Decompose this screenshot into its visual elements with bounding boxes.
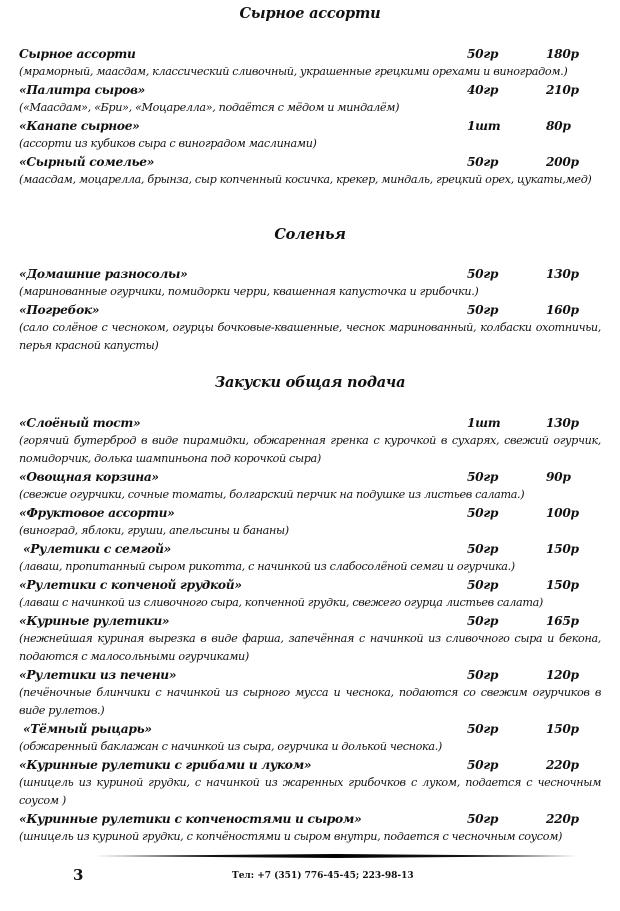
item-name: «Фруктовое ассорти» <box>19 506 175 520</box>
menu-item-row <box>19 540 601 558</box>
menu-item-row <box>19 81 601 99</box>
item-name: «Домашние разносолы» <box>19 267 188 281</box>
item-price: 180р <box>546 47 579 61</box>
item-description: (лаваш, пропитанный сыром рикотта, с начинкой из слабосолёной семги и огурчика.) <box>19 560 515 573</box>
menu-item-row <box>19 504 601 522</box>
item-weight: 1шт <box>467 119 501 133</box>
item-description: (ассорти из кубиков сыра с виноградом маслинами) <box>19 137 317 150</box>
item-price: 150р <box>546 578 579 592</box>
section-appetizers <box>19 374 601 391</box>
item-name: Сырное ассорти <box>19 47 136 61</box>
item-weight: 50гр <box>467 267 499 281</box>
item-description: (шницель из куриной грудки, с начинкой из жаренных грибочков с луком, подается с чесночным соусом ) <box>19 776 601 807</box>
item-price: 150р <box>546 722 579 736</box>
item-weight: 50гр <box>467 668 499 682</box>
item-description: (маасдам, моцарелла, брынза, сыр копченный косичка, крекер, миндаль, грецкий орех, цукаты,мед) <box>19 173 592 186</box>
item-weight: 50гр <box>467 614 499 628</box>
item-description: (нежнейшая куриная вырезка в виде фарша, запечённая с начинкой из сливочного сыра и бекона, подаются с малосольными огурчиками) <box>19 632 601 663</box>
item-price: 90р <box>546 470 571 484</box>
section-title: Закуски общая подача <box>214 374 406 391</box>
item-price: 220р <box>546 812 579 826</box>
item-price: 100р <box>546 506 579 520</box>
item-description: (мраморный, маасдам, классический сливочный, украшенные грецкими орехами и виноградом.) <box>19 65 568 78</box>
item-name: «Палитра сыров» <box>19 83 145 97</box>
item-description: («Маасдам», «Бри», «Моцарелла», подаётся с мёдом и миндалём) <box>19 101 400 114</box>
item-weight: 50гр <box>467 812 499 826</box>
menu-item-row <box>19 414 601 432</box>
item-price: 80р <box>546 119 571 133</box>
item-weight: 50гр <box>467 303 499 317</box>
section-title: Сырное ассорти <box>239 5 381 22</box>
item-name: «Канапе сырное» <box>19 119 140 133</box>
item-weight: 50гр <box>467 542 499 556</box>
item-description: (маринованные огурчики, помидорки черри, квашенная капусточка и грибочки.) <box>19 285 479 298</box>
section-title: Соленья <box>274 226 346 243</box>
item-price: 130р <box>546 416 579 430</box>
section-cheese-items <box>19 45 601 189</box>
item-description: (свежие огурчики, сочные томаты, болгарский перчик на подушке из листьев салата.) <box>19 488 525 501</box>
item-weight: 50гр <box>467 722 499 736</box>
item-name: «Погребок» <box>19 303 100 317</box>
menu-item-row <box>19 612 601 630</box>
item-description: (шницель из куриной грудки, с копчёностями и сыром внутри, подается с чесночным соусом) <box>19 830 563 843</box>
menu-item-row <box>19 756 601 774</box>
page-number: 3 <box>73 866 84 884</box>
item-price: 130р <box>546 267 579 281</box>
item-price: 160р <box>546 303 579 317</box>
item-name: «Куриные рулетики» <box>19 614 170 628</box>
menu-item-row <box>19 265 601 283</box>
item-description: (печёночные блинчики с начинкой из сырного мусса и чеснока, подаются со свежим огурчиков в виде рулетов.) <box>19 686 601 717</box>
item-description: (сало солёное с чесноком, огурцы бочковые-квашенные, чеснок маринованный, колбаски охотничьи, перья красной капусты) <box>19 321 601 352</box>
item-weight: 40гр <box>467 83 499 97</box>
item-weight: 50гр <box>467 47 499 61</box>
item-weight: 50гр <box>467 155 499 169</box>
item-name: «Тёмный рыцарь» <box>19 722 152 736</box>
item-name: «Рулетики с копченой грудкой» <box>19 578 242 592</box>
menu-item-row <box>19 576 601 594</box>
menu-item-row <box>19 45 601 63</box>
menu-item-row <box>19 468 601 486</box>
menu-item-row <box>19 720 601 738</box>
item-price: 165р <box>546 614 579 628</box>
item-weight: 50гр <box>467 758 499 772</box>
item-price: 210р <box>546 83 579 97</box>
section-cheese <box>19 5 601 22</box>
menu-item-row <box>19 301 601 319</box>
item-description: (виноград, яблоки, груши, апельсины и бананы) <box>19 524 289 537</box>
section-pickles <box>19 226 601 243</box>
section-pickles-items <box>19 265 601 355</box>
item-weight: 50гр <box>467 578 499 592</box>
phone-contact: Тел: +7 (351) 776-45-45; 223-98-13 <box>232 871 414 881</box>
item-description: (горячий бутерброд в виде пирамидки, обжаренная гренка с курочкой в сухарях, свежий огурчик, помидорчик, долька шампиньона под корочкой сыра) <box>19 434 601 465</box>
item-weight: 50гр <box>467 506 499 520</box>
item-description: (обжаренный баклажан с начинкой из сыра, огурчика и долькой чеснока.) <box>19 740 442 753</box>
item-name: «Слоёный тост» <box>19 416 141 430</box>
menu-item-row <box>19 153 601 171</box>
item-weight: 1шт <box>467 416 501 430</box>
item-name: «Сырный сомелье» <box>19 155 155 169</box>
item-price: 200р <box>546 155 579 169</box>
item-description: (лаваш с начинкой из сливочного сыра, копченной грудки, свежего огурца листьев салата) <box>19 596 543 609</box>
section-appetizers-items <box>19 414 601 846</box>
item-price: 220р <box>546 758 579 772</box>
menu-item-row <box>19 117 601 135</box>
item-weight: 50гр <box>467 470 499 484</box>
item-name: «Куринные рулетики с копченостями и сыром» <box>19 812 362 826</box>
item-name: «Куринные рулетики с грибами и луком» <box>19 758 312 772</box>
item-name: «Рулетики из печени» <box>19 668 177 682</box>
item-name: «Рулетики с семгой» <box>19 542 171 556</box>
item-name: «Овощная корзина» <box>19 470 159 484</box>
footer-divider <box>95 854 577 858</box>
menu-item-row <box>19 666 601 684</box>
item-price: 150р <box>546 542 579 556</box>
menu-item-row <box>19 810 601 828</box>
item-price: 120р <box>546 668 579 682</box>
